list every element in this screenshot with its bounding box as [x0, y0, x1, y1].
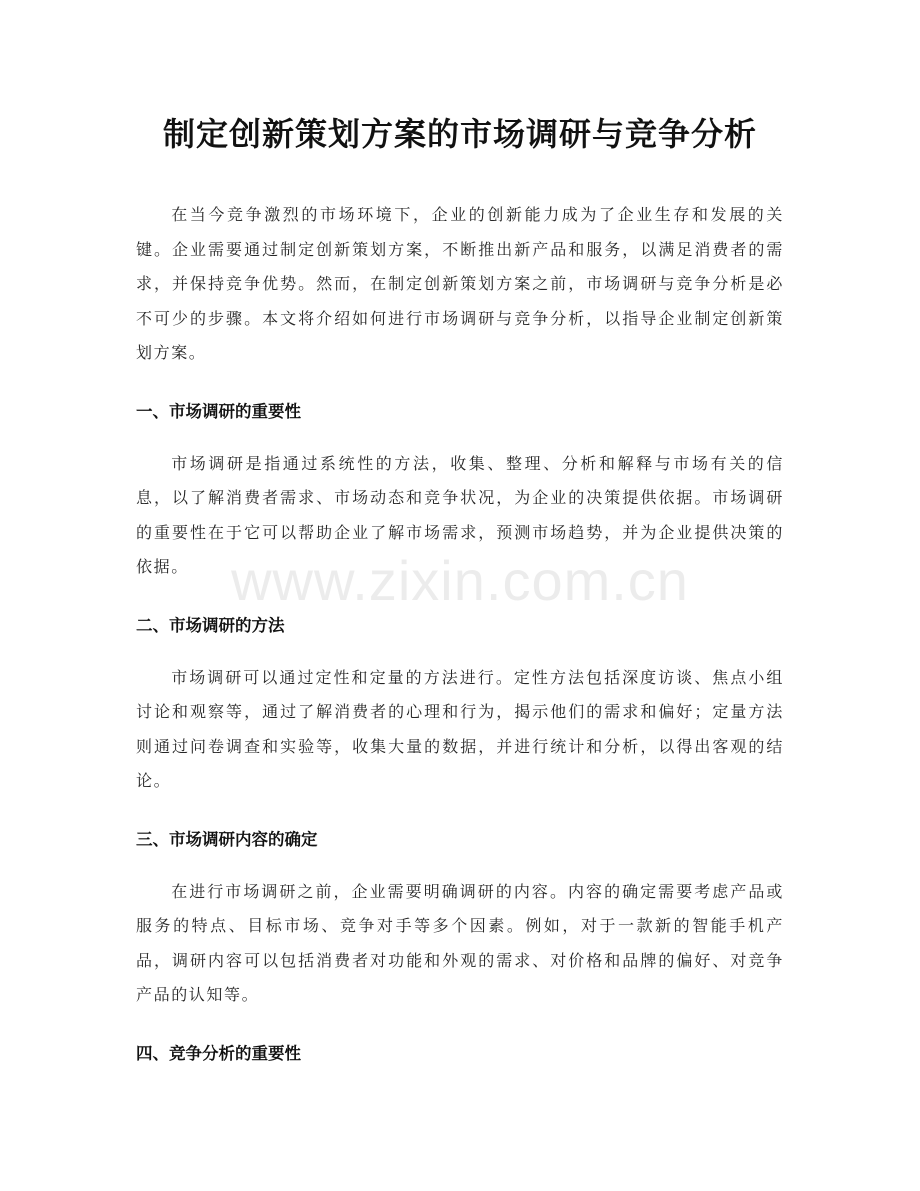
- section-heading-2: 二、市场调研的方法: [136, 615, 285, 635]
- intro-paragraph: 在当今竞争激烈的市场环境下，企业的创新能力成为了企业生存和发展的关键。企业需要通过制定创新策划方案，不断推出新产品和服务，以满足消费者的需求，并保持竞争优势。然而，在制定创新策划方案之前，市场调研与竞争分析是必不可少的步骤。本文将介绍如何进行市场调研与竞争分析，以指导企业制定创新策划方案。: [136, 205, 784, 362]
- section-heading-1: 一、市场调研的重要性: [136, 401, 301, 421]
- document-title: 制定创新策划方案的市场调研与竞争分析: [162, 115, 757, 153]
- section-body-2: 市场调研可以通过定性和定量的方法进行。定性方法包括深度访谈、焦点小组讨论和观察等，通过了解消费者的心理和行为，揭示他们的需求和偏好；定量方法则通过问卷调查和实验等，收集大量的数据，并进行统计和分析，以得出客观的结论。: [136, 667, 784, 790]
- section-body-3: 在进行市场调研之前，企业需要明确调研的内容。内容的确定需要考虑产品或服务的特点、目标市场、竞争对手等多个因素。例如，对于一款新的智能手机产品，调研内容可以包括消费者对功能和外观的需求、对价格和品牌的偏好、对竞争产品的认知等。: [136, 881, 784, 1004]
- watermark: www.zixin.com.cn: [231, 549, 689, 612]
- section-body-1: 市场调研是指通过系统性的方法，收集、整理、分析和解释与市场有关的信息，以了解消费者需求、市场动态和竞争状况，为企业的决策提供依据。市场调研的重要性在于它可以帮助企业了解市场需求，预测市场趋势，并为企业提供决策的依据。: [136, 453, 784, 576]
- section-heading-3: 三、市场调研内容的确定: [136, 829, 318, 849]
- section-heading-4: 四、竞争分析的重要性: [136, 1043, 301, 1063]
